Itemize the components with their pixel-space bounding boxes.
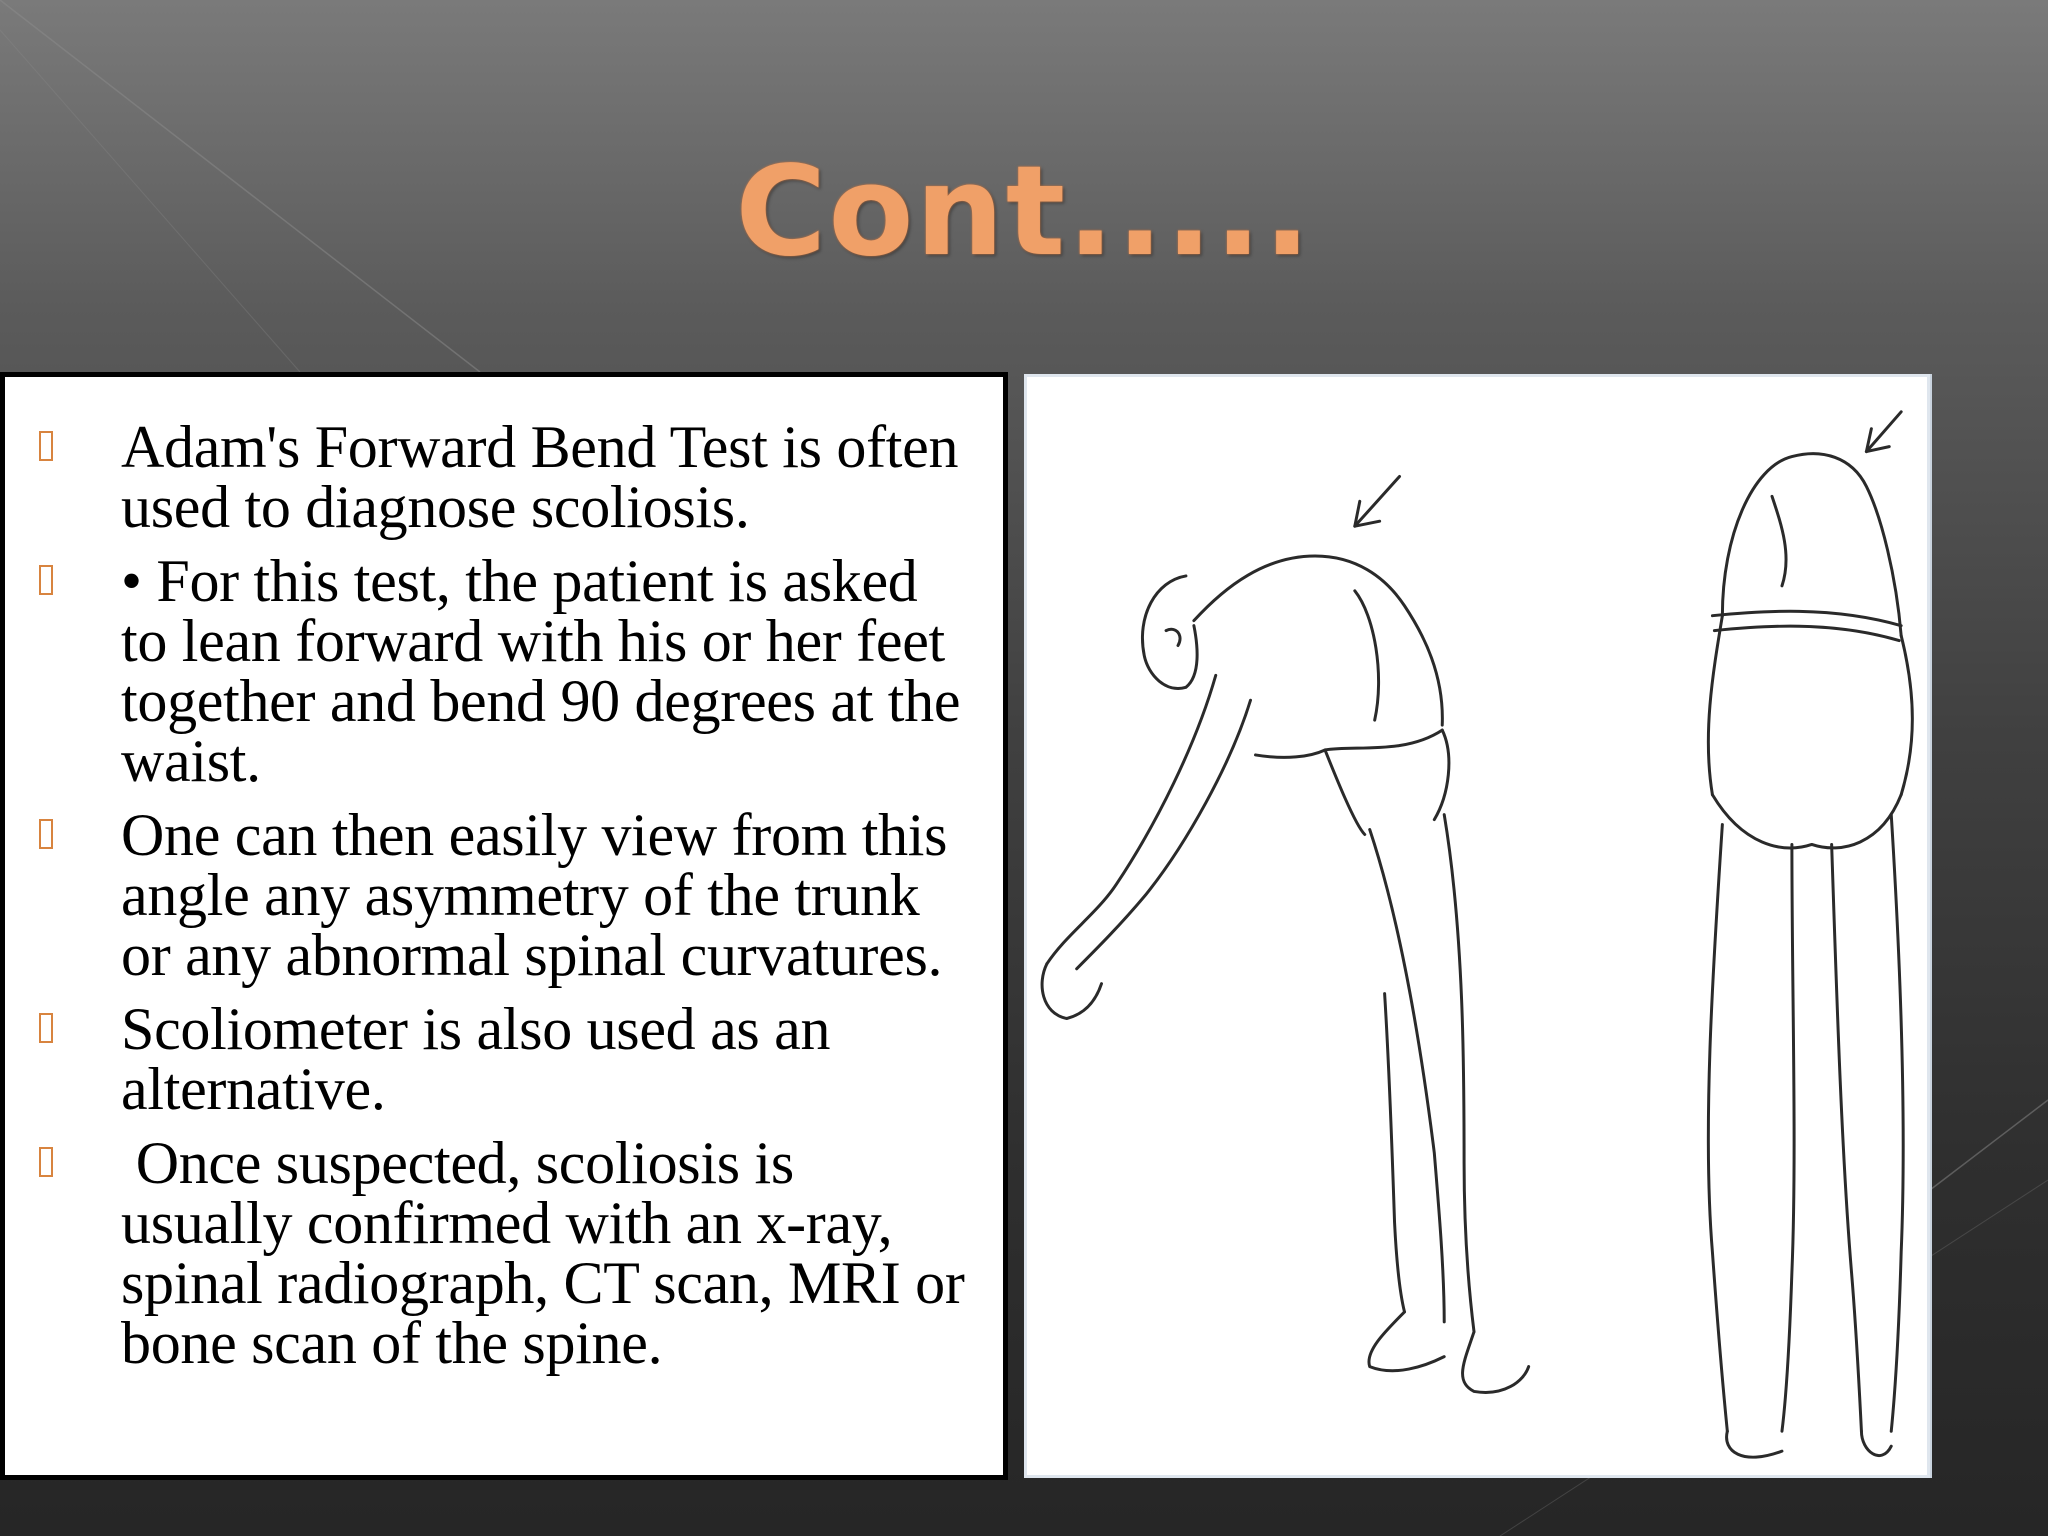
bullet-text: Adam's Forward Bend Test is often used to diagnose scoliosis. <box>121 414 959 540</box>
slide-title: Cont..... <box>735 140 1313 284</box>
illustration-panel <box>1024 374 1930 1478</box>
text-panel <box>0 372 1008 1480</box>
square-bullet-icon <box>39 1013 53 1043</box>
square-bullet-icon <box>39 1147 53 1177</box>
side-view-figure <box>1042 476 1529 1392</box>
bullet-item <box>5 802 973 988</box>
bullet-item <box>5 548 973 794</box>
square-bullet-icon <box>39 565 53 595</box>
square-bullet-icon <box>39 431 53 461</box>
bullet-item <box>5 996 973 1122</box>
square-bullet-icon <box>39 819 53 849</box>
bullet-text: Once suspected, scoliosis is usually confirmed with an x-ray, spinal radiograph, CT scan, MRI or bone scan of the spine. <box>121 1130 980 1376</box>
bullet-text: • For this test, the patient is asked to lean forward with his or her feet together and bend 90 degrees at the waist. <box>121 548 961 794</box>
bullet-item <box>5 414 973 540</box>
forward-bend-test-illustration <box>1027 377 1927 1475</box>
bullet-text: One can then easily view from this angle any asymmetry of the trunk or any abnormal spinal curvatures. <box>121 802 948 988</box>
bullet-list <box>5 377 1003 1376</box>
back-view-figure <box>1708 412 1912 1457</box>
bullet-item <box>5 1130 980 1376</box>
bullet-text: Scoliometer is also used as an alternative. <box>121 996 831 1122</box>
